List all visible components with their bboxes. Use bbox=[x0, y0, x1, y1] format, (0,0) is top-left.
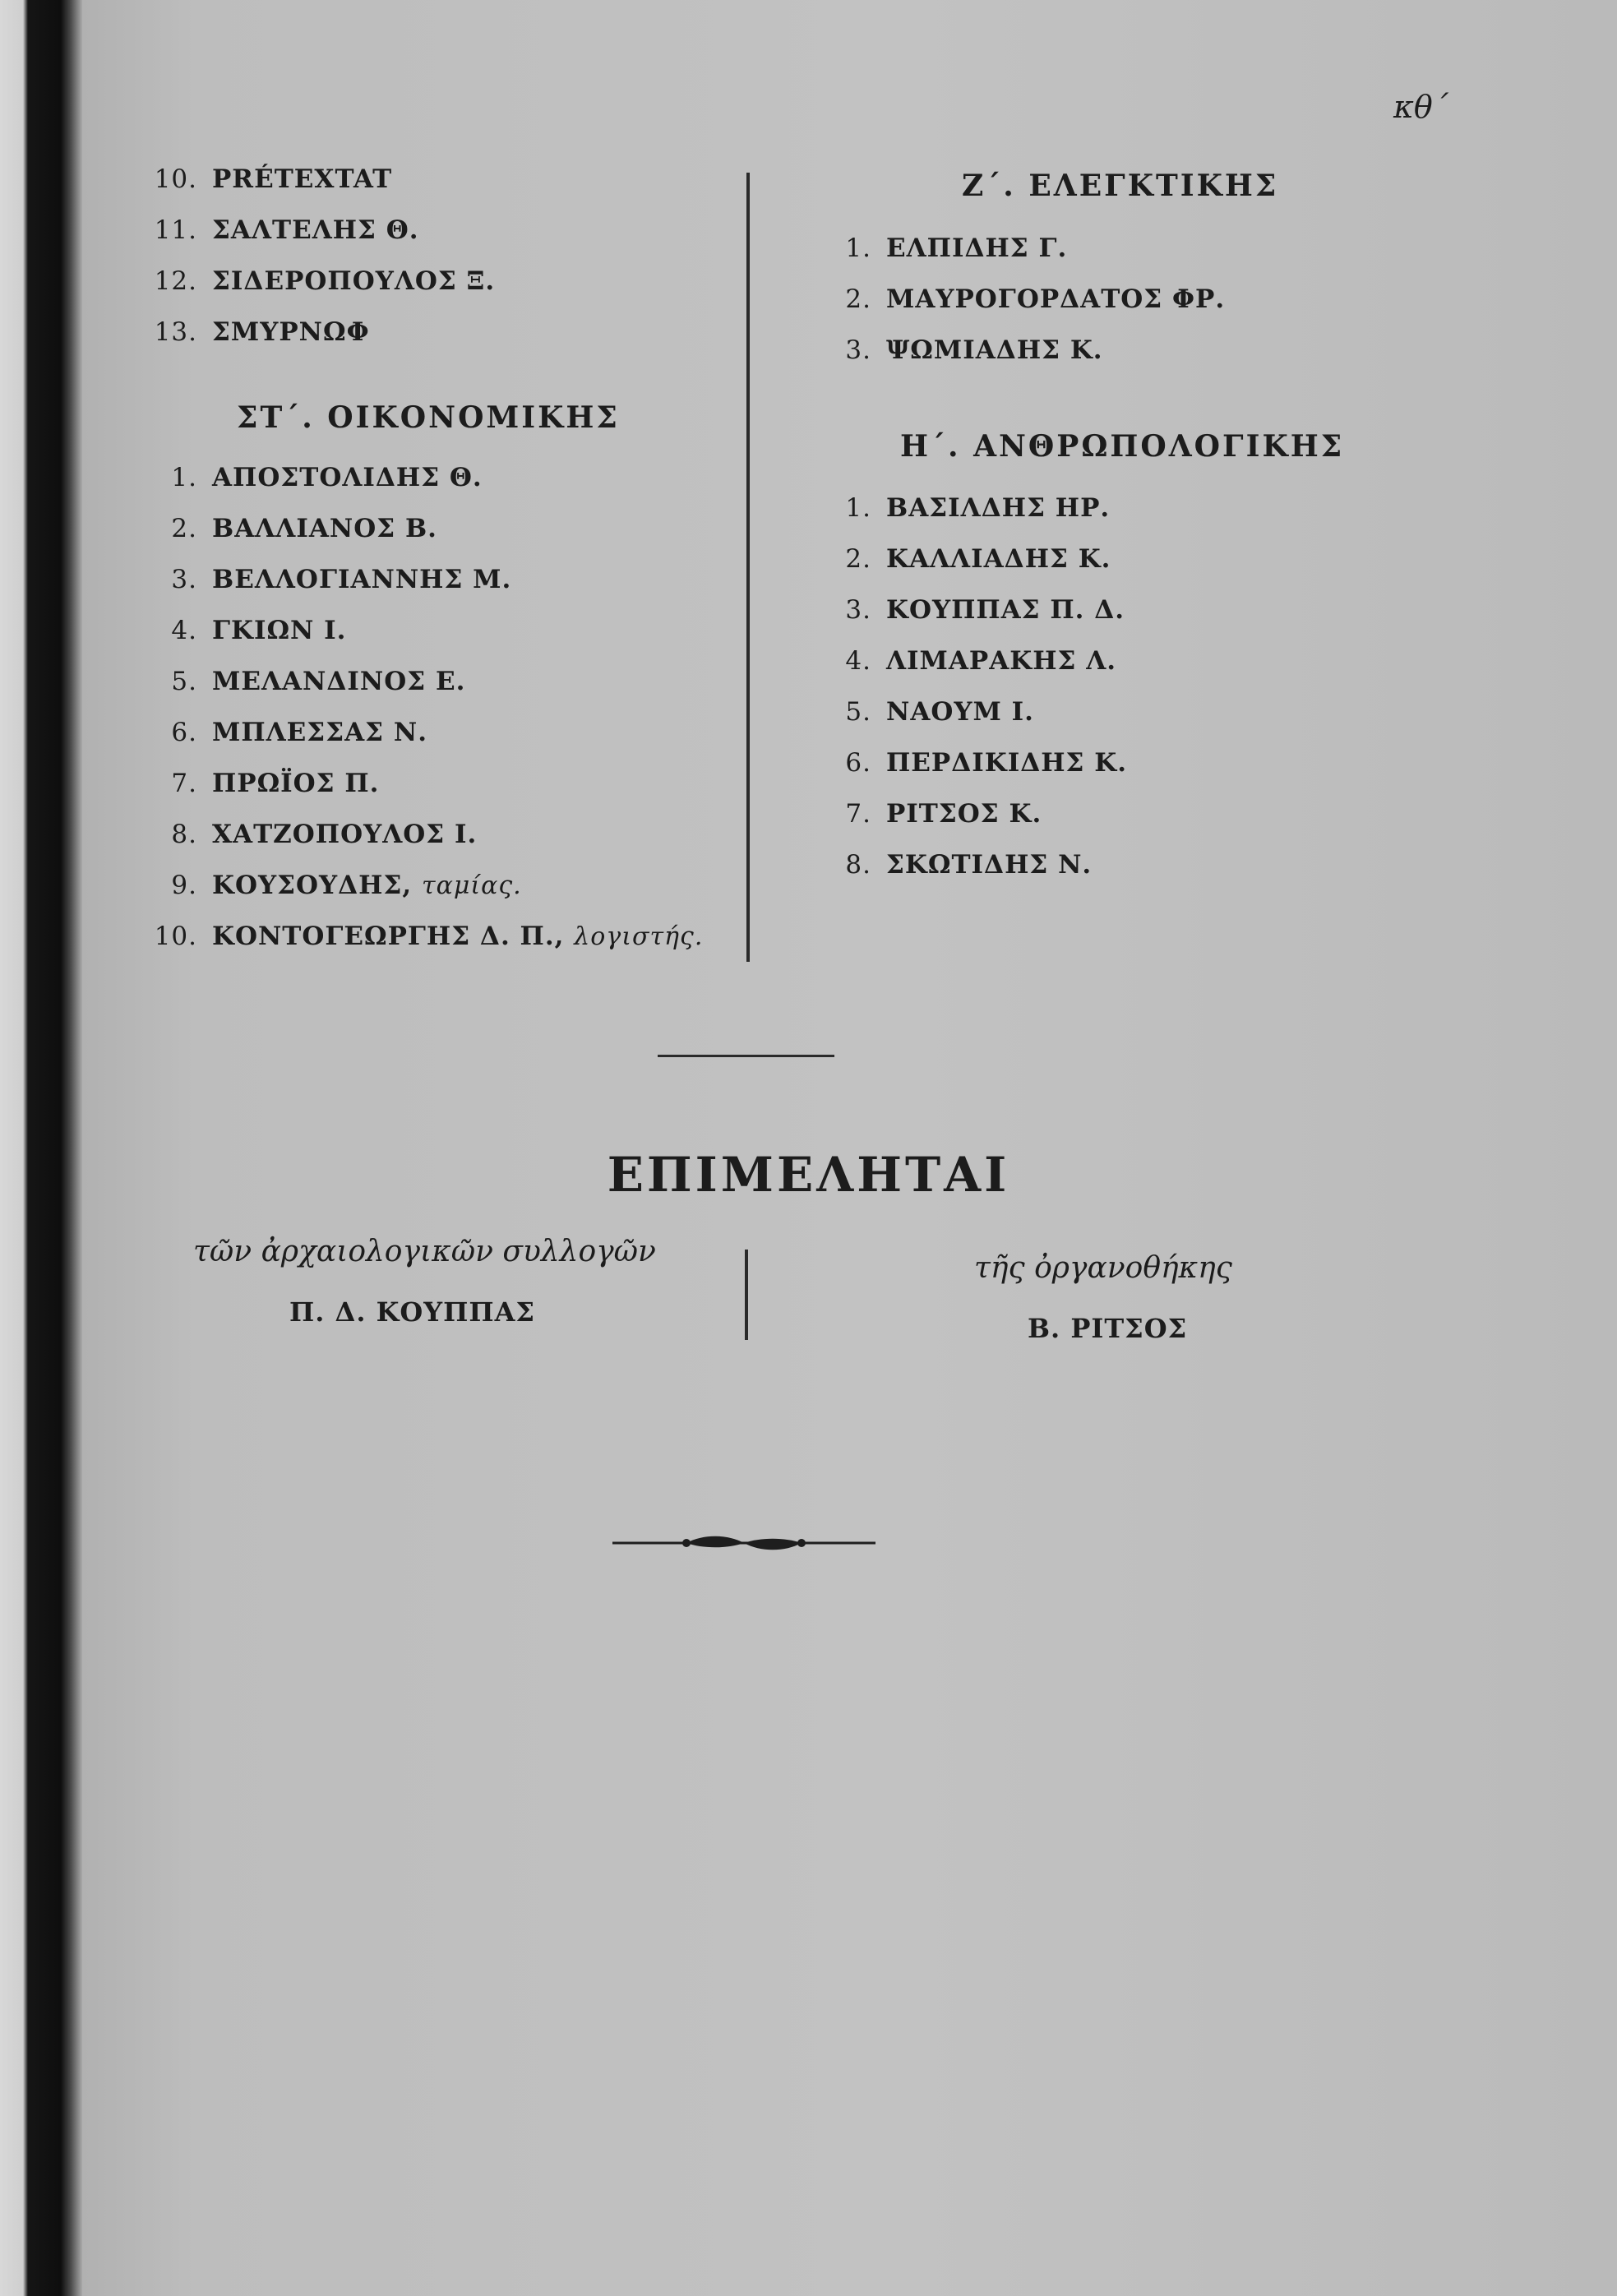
item-name: ΒΑΣΙΛΔΗΣ ΗΡ. bbox=[886, 493, 1111, 523]
item-role: ταμίας. bbox=[421, 871, 522, 900]
list-item bbox=[140, 769, 379, 798]
item-name: PRÉTEXTAT bbox=[212, 164, 393, 194]
curator-label-left: τῶν ἀρχαιολογικῶν συλλογῶν bbox=[193, 1235, 656, 1268]
list-item bbox=[814, 646, 1116, 676]
list-item bbox=[814, 799, 1042, 829]
list-item bbox=[814, 284, 1225, 314]
curator-name-right: Β. ΡΙΤΣΟΣ bbox=[1028, 1313, 1188, 1344]
item-number: 5. bbox=[171, 667, 197, 696]
list-item bbox=[814, 544, 1111, 574]
section-title-economic: ΣΤ΄. ΟΙΚΟΝΟΜΙΚΗΣ bbox=[237, 400, 620, 435]
list-item bbox=[814, 748, 1127, 778]
item-name: ΒΕΛΛΟΓΙΑΝΝΗΣ Μ. bbox=[212, 565, 512, 594]
item-name: ΠΕΡΔΙΚΙΔΗΣ Κ. bbox=[886, 748, 1127, 778]
list-item bbox=[140, 565, 511, 594]
item-number: 7. bbox=[171, 769, 197, 798]
item-number: 1. bbox=[845, 233, 871, 263]
item-name: ΠΡΩΪΟΣ Π. bbox=[212, 769, 380, 798]
item-name: ΣΚΩΤΙΔΗΣ Ν. bbox=[886, 850, 1093, 880]
item-number: 11. bbox=[154, 215, 197, 245]
item-name: ΣΑΛΤΕΛΗΣ Θ. bbox=[212, 215, 419, 245]
item-number: 6. bbox=[845, 748, 871, 778]
section-separator bbox=[658, 1055, 834, 1057]
ornament-divider bbox=[612, 1531, 875, 1555]
item-number: 1. bbox=[171, 463, 197, 492]
item-number: 12. bbox=[154, 266, 197, 296]
item-name: ΜΕΛΑΝΔΙΝΟΣ Ε. bbox=[212, 667, 466, 696]
item-number: 5. bbox=[845, 697, 871, 727]
list-item bbox=[814, 233, 1067, 263]
list-item bbox=[814, 493, 1110, 523]
list-item bbox=[140, 215, 419, 245]
item-role: λογιστής. bbox=[574, 922, 704, 951]
item-number: 3. bbox=[171, 565, 197, 594]
item-name: ΑΠΟΣΤΟΛΙΔΗΣ Θ. bbox=[212, 463, 483, 492]
list-item bbox=[140, 820, 477, 849]
list-item bbox=[814, 595, 1125, 625]
item-name: ΝΑΟΥΜ Ι. bbox=[886, 697, 1034, 727]
list-item bbox=[140, 266, 495, 296]
item-number: 8. bbox=[845, 850, 871, 880]
list-item bbox=[140, 164, 392, 194]
item-number: 2. bbox=[845, 284, 871, 314]
list-item bbox=[140, 922, 703, 951]
item-name: ΨΩΜΙΑΔΗΣ Κ. bbox=[886, 335, 1103, 365]
list-item bbox=[140, 463, 483, 492]
item-number: 10. bbox=[154, 164, 197, 194]
list-item bbox=[814, 697, 1034, 727]
list-item bbox=[140, 317, 370, 347]
curator-label-right: τῆς ὀργανοθήκης bbox=[974, 1251, 1232, 1285]
item-number: 7. bbox=[845, 799, 871, 829]
item-name: ΚΟΥΠΠΑΣ Π. Δ. bbox=[886, 595, 1125, 625]
item-number: 6. bbox=[171, 718, 197, 747]
item-number: 2. bbox=[171, 514, 197, 543]
item-number: 2. bbox=[845, 544, 871, 574]
item-number: 9. bbox=[171, 871, 197, 900]
list-item bbox=[140, 718, 427, 747]
item-name: ΜΑΥΡΟΓΟΡΔΑΤΟΣ ΦΡ. bbox=[886, 284, 1226, 314]
curator-name-left: Π. Δ. ΚΟΥΠΠΑΣ bbox=[289, 1296, 536, 1328]
item-name: ΓΚΙΩΝ Ι. bbox=[212, 616, 347, 645]
item-name: ΛΙΜΑΡΑΚΗΣ Λ. bbox=[886, 646, 1117, 676]
item-name: ΡΙΤΣΟΣ Κ. bbox=[886, 799, 1042, 829]
item-name: ΣΙΔΕΡΟΠΟΥΛΟΣ Ξ. bbox=[212, 266, 496, 296]
item-number: 4. bbox=[845, 646, 871, 676]
list-item bbox=[140, 616, 346, 645]
item-number: 3. bbox=[845, 595, 871, 625]
list-item bbox=[140, 667, 465, 696]
item-name: ΜΠΛΕΣΣΑΣ Ν. bbox=[212, 718, 427, 747]
column-divider bbox=[746, 173, 750, 962]
item-number: 4. bbox=[171, 616, 197, 645]
list-item bbox=[140, 514, 437, 543]
section-title-audit: Ζ΄. ΕΛΕΓΚΤΙΚΗΣ bbox=[962, 169, 1279, 203]
item-name: ΒΑΛΛΙΑΝΟΣ Β. bbox=[212, 514, 437, 543]
item-number: 3. bbox=[845, 335, 871, 365]
item-name: ΧΑΤΖΟΠΟΥΛΟΣ Ι. bbox=[212, 820, 478, 849]
item-number: 8. bbox=[171, 820, 197, 849]
item-name: ΚΟΥΣΟΥΔΗΣ, bbox=[212, 871, 413, 900]
list-item bbox=[814, 335, 1103, 365]
list-item bbox=[814, 850, 1092, 880]
item-name: ΚΑΛΛΙΑΔΗΣ Κ. bbox=[886, 544, 1111, 574]
item-number: 13. bbox=[154, 317, 197, 347]
item-number: 1. bbox=[845, 493, 871, 523]
item-number: 10. bbox=[154, 922, 197, 951]
curators-title: ΕΠΙΜΕΛΗΤΑΙ bbox=[607, 1147, 1010, 1203]
page-number: κθ΄ bbox=[1393, 89, 1448, 125]
item-name: ΣΜΥΡΝΩΦ bbox=[212, 317, 370, 347]
curators-divider bbox=[745, 1250, 748, 1340]
item-name: ΕΛΠΙΔΗΣ Γ. bbox=[886, 233, 1068, 263]
list-item bbox=[140, 871, 522, 900]
item-name: ΚΟΝΤΟΓΕΩΡΓΗΣ Δ. Π., bbox=[212, 922, 565, 951]
section-title-anthropology: Η΄. ΑΝΘΡΩΠΟΛΟΓΙΚΗΣ bbox=[900, 429, 1345, 464]
